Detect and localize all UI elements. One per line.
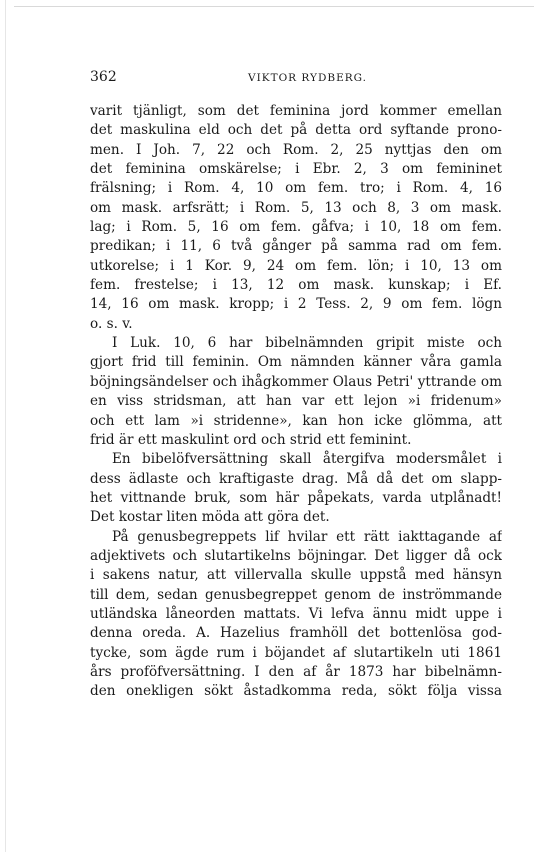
text-line: lag; i Rom. 5, 16 om fem. gåfva; i 10, 18 om fem. xyxy=(90,219,502,236)
text-line: till dem, sedan genusbegreppet genom de inströmmande xyxy=(90,586,502,603)
text-line: års proföfversättning. I den af år 1873 har bibelnämn- xyxy=(90,663,502,680)
text-line: det feminina omskärelse; i Ebr. 2, 3 om femininet xyxy=(90,161,502,178)
text-line: och ett lam »i stridenne», kan hon icke glömma, att xyxy=(90,412,502,429)
text-line: i sakens natur, att villervalla skulle uppstå med hänsyn xyxy=(90,567,502,584)
text-line: Det kostar liten möda att göra det. xyxy=(90,509,330,526)
scan-edge-left xyxy=(5,0,6,852)
running-head: VIKTOR RYDBERG. xyxy=(248,72,368,84)
text-line: frälsning; i Rom. 4, 10 om fem. tro; i Rom. 4, 16 xyxy=(90,180,502,197)
text-line: frid är ett maskulint ord och strid ett feminint. xyxy=(90,431,412,448)
text-line: På genusbegreppets lif hvilar ett rätt iakttagande af xyxy=(112,528,502,545)
text-line: gjort frid till feminin. Om nämnden känner våra gamla xyxy=(90,354,502,371)
text-line: böjningsändelser och ihågkommer Olaus Petri' yttrande om xyxy=(90,373,502,390)
text-line: predikan; i 11, 6 två gånger på samma rad om fem. xyxy=(90,238,502,255)
text-line: o. s. v. xyxy=(90,315,133,332)
body-text xyxy=(90,102,502,702)
text-line: 14, 16 om mask. kropp; i 2 Tess. 2, 9 om fem. lögn xyxy=(90,296,502,313)
text-line: dess ädlaste och kraftigaste drag. Må då det om slapp- xyxy=(90,470,502,487)
text-line: den onekligen sökt åstadkomma reda, sökt följa vissa xyxy=(90,683,502,700)
page-number: 362 xyxy=(90,69,117,85)
text-line: fem. frestelse; i 13, 12 om mask. kunskap; i Ef. xyxy=(90,277,502,294)
scan-edge-top xyxy=(14,6,534,7)
text-line: om mask. arfsrätt; i Rom. 5, 13 och 8, 3 om mask. xyxy=(90,199,502,216)
text-line: tycke, som ägde rum i böjandet af slutartikeln uti 1861 xyxy=(90,644,502,661)
text-line: I Luk. 10, 6 har bibelnämnden gripit miste och xyxy=(112,335,502,352)
text-line: varit tjänligt, som det feminina jord kommer emellan xyxy=(90,103,502,119)
text-line: en viss stridsman, att han var ett lejon »i fridenum» xyxy=(90,393,502,410)
text-line: men. I Joh. 7, 22 och Rom. 2, 25 nyttjas den om xyxy=(90,141,502,158)
text-line: adjektivets och slutartikelns böjningar. Det ligger då ock xyxy=(90,547,502,564)
text-line: det maskulina eld och det på detta ord syftande prono- xyxy=(90,122,502,139)
text-line: utländska låneorden mattats. Vi lefva ännu midt uppe i xyxy=(90,605,502,622)
text-line: denna oreda. A. Hazelius framhöll det bottenlösa god- xyxy=(90,625,502,642)
text-line: het vittnande bruk, som här påpekats, varda utplånadt! xyxy=(90,489,502,506)
page-header xyxy=(90,69,502,89)
text-line: En bibelöfversättning skall återgifva modersmålet i xyxy=(112,451,502,468)
text-line: utkorelse; i 1 Kor. 9, 24 om fem. lön; i 10, 13 om xyxy=(90,257,502,274)
